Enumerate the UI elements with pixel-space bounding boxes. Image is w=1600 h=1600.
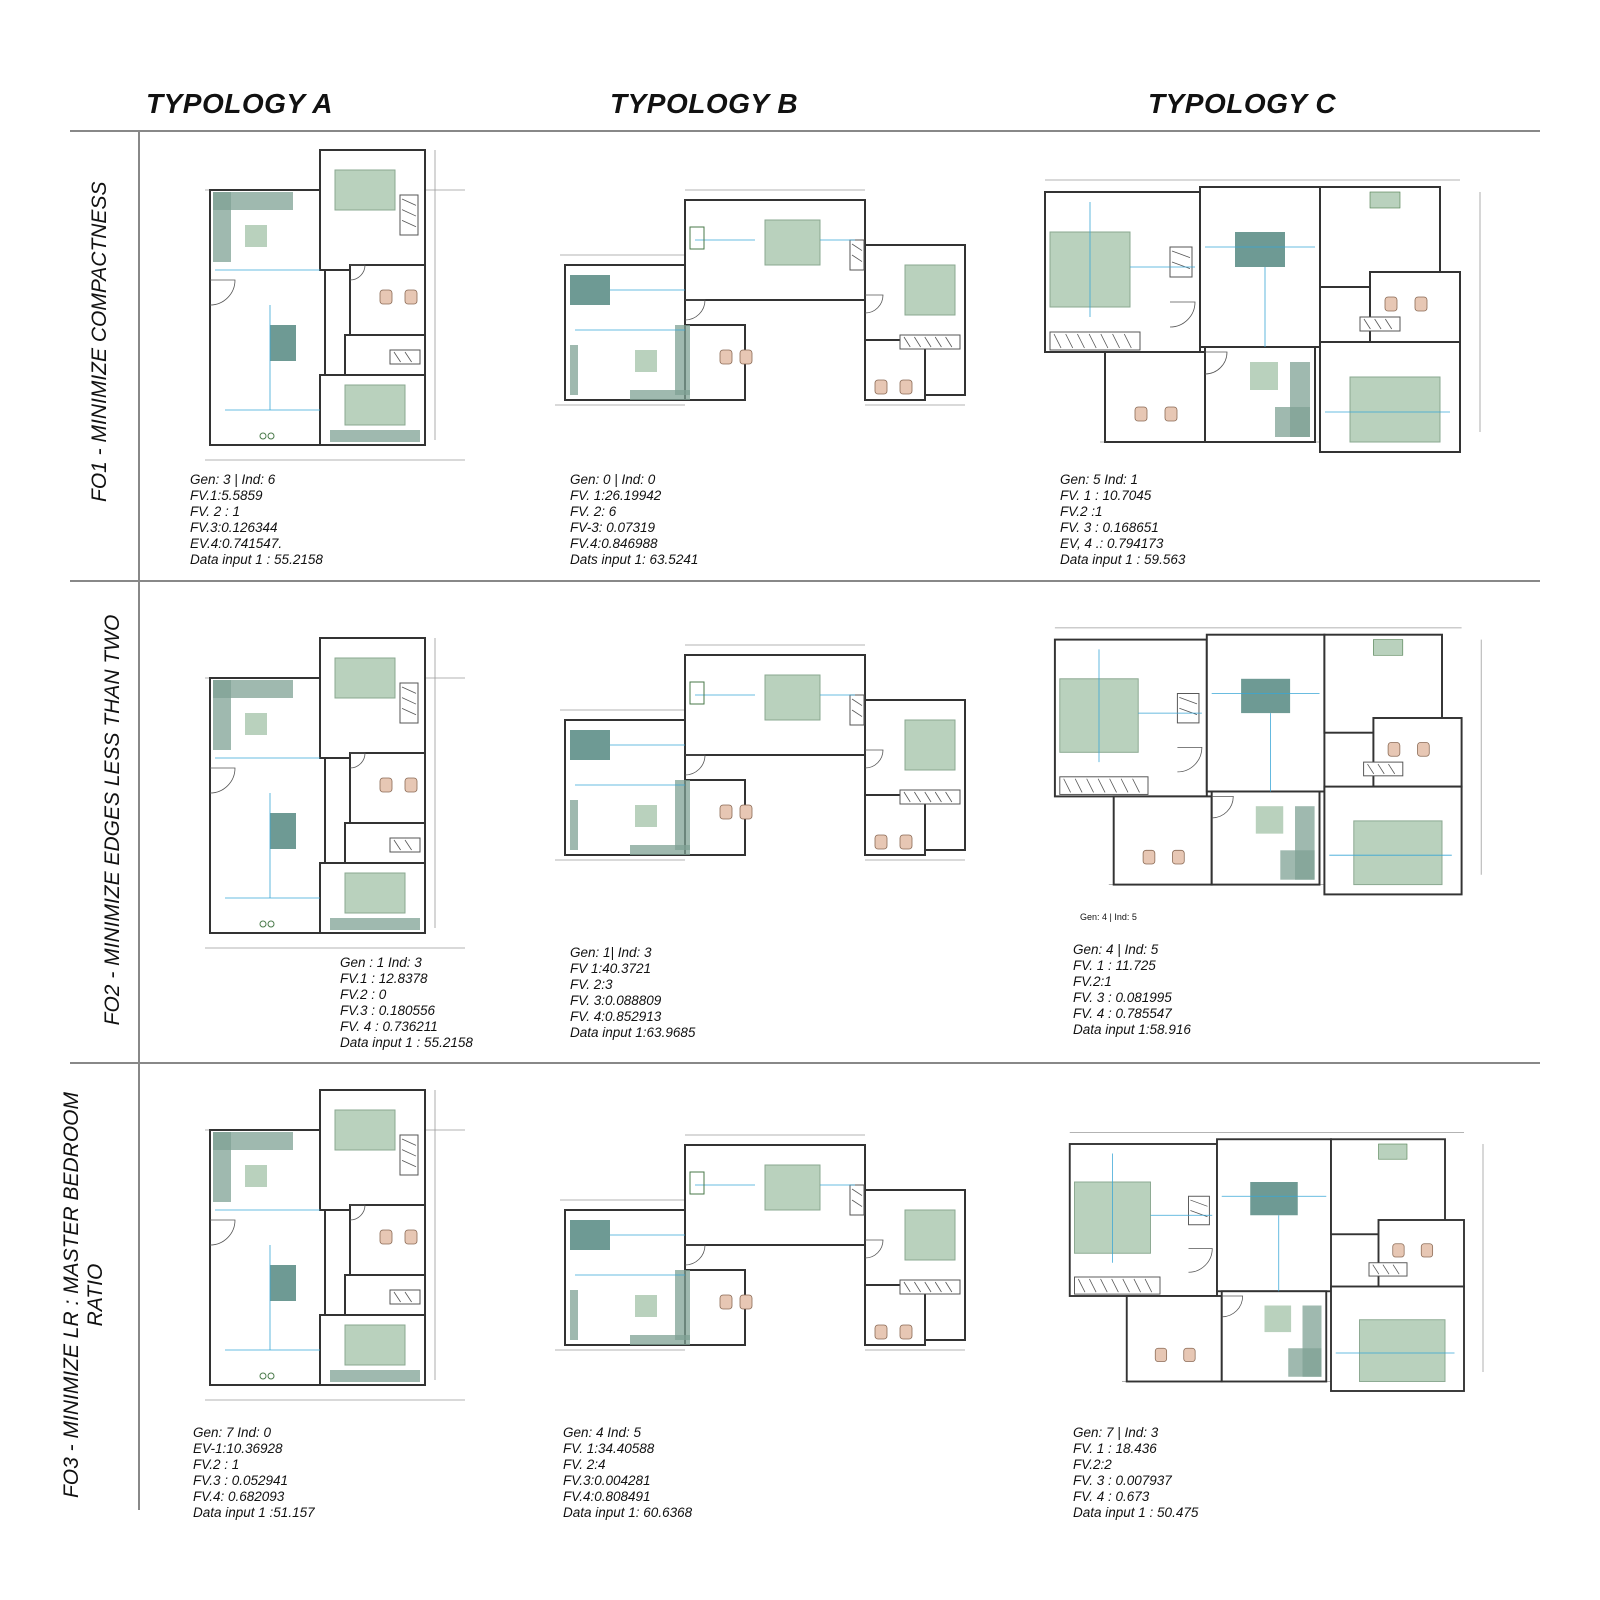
rug <box>245 713 267 735</box>
plan-group <box>205 638 465 948</box>
row-header-fo3-text: FO3 - MINIMIZE LR : MASTER BEDROOM RATIO <box>60 1091 107 1499</box>
fitness-line: EV, 4 .: 0.794173 <box>1060 536 1164 551</box>
row-header-fo1: FO1 - MINIMIZE COMPACTNESS <box>88 181 111 502</box>
fitness-line: FV.2 : 0 <box>340 987 387 1002</box>
sofa <box>1303 1306 1322 1377</box>
floor-plan <box>185 140 475 470</box>
rug <box>1265 1306 1292 1333</box>
toilet <box>405 778 417 792</box>
cooktop <box>1379 1144 1408 1159</box>
fitness-values <box>193 1425 315 1521</box>
toilet <box>875 835 887 849</box>
cooktop <box>1373 640 1402 656</box>
fitness-values <box>570 945 695 1041</box>
sofa <box>213 680 231 750</box>
plan-group <box>205 1090 465 1400</box>
toilet <box>405 290 417 304</box>
toilet <box>1173 850 1185 864</box>
fitness-values <box>190 472 323 568</box>
fitness-line: FV.2:1 <box>1073 974 1112 989</box>
floor-plan <box>1065 1125 1540 1415</box>
rug <box>635 805 657 827</box>
toilet <box>900 1325 912 1339</box>
toilet <box>1165 407 1177 421</box>
room-wall <box>685 780 745 855</box>
fitness-line: FV. 1 : 18.436 <box>1073 1441 1157 1456</box>
sofa <box>570 345 578 395</box>
floor-plan <box>1040 172 1540 467</box>
door-swing <box>685 1245 705 1265</box>
dining-table <box>270 1265 296 1301</box>
room-wall <box>1105 352 1205 442</box>
dining-table <box>270 325 296 361</box>
row-label-divider <box>138 130 140 1510</box>
fitness-line: Gen: 3 | Ind: 6 <box>190 472 276 487</box>
fitness-line: FV.3 : 0.052941 <box>193 1473 289 1488</box>
column-header-typology-c: TYPOLOGY C <box>1148 88 1337 119</box>
fitness-line: FV.4:0.808491 <box>563 1489 651 1504</box>
bed <box>765 1165 820 1210</box>
toilet <box>740 1295 752 1309</box>
fitness-line: FV. 1:26.19942 <box>570 488 662 503</box>
fitness-values <box>1060 472 1185 568</box>
plan-group <box>555 1135 965 1350</box>
sofa <box>1295 806 1315 880</box>
sofa <box>570 1290 578 1340</box>
fitness-line: Data input 1 : 50.475 <box>1073 1505 1199 1520</box>
bed <box>905 1210 955 1260</box>
fitness-line: FV. 4 : 0.736211 <box>340 1019 438 1034</box>
plan-group <box>1070 1133 1483 1391</box>
toilet <box>740 350 752 364</box>
fitness-line: EV-1:10.36928 <box>193 1441 283 1456</box>
fitness-line: Data input 1:63.9685 <box>570 1025 696 1040</box>
fitness-values <box>563 1425 692 1521</box>
toilet <box>1135 407 1147 421</box>
plan-group <box>1045 180 1480 452</box>
wardrobe <box>400 1135 418 1175</box>
rug <box>1250 362 1278 390</box>
toilet <box>900 380 912 394</box>
plan-group <box>205 150 465 460</box>
fitness-line: Data input 1 : 55.2158 <box>340 1035 473 1050</box>
fitness-line: FV.4:0.846988 <box>570 536 658 551</box>
fitness-line: FV.2 :1 <box>1060 504 1103 519</box>
bed <box>765 675 820 720</box>
bed <box>345 385 405 425</box>
fitness-values <box>340 955 473 1051</box>
floor-plan <box>555 185 995 425</box>
door-swing <box>685 755 705 775</box>
in-plan-label: Gen: 4 | Ind: 5 <box>1080 912 1137 922</box>
row-divider-1 <box>70 580 1540 582</box>
fitness-line: FV.1:5.5859 <box>190 488 263 503</box>
header-divider <box>70 130 1540 132</box>
bed <box>905 720 955 770</box>
sofa <box>1290 362 1310 437</box>
fitness-line: FV.2:2 <box>1073 1457 1112 1472</box>
rug <box>1256 806 1283 833</box>
floor-plan <box>555 640 995 920</box>
fitness-line: FV. 1:34.40588 <box>563 1441 655 1456</box>
wardrobe <box>400 683 418 723</box>
room-wall <box>685 325 745 400</box>
fitness-line: FV.3:0.126344 <box>190 520 278 535</box>
sofa <box>213 1132 231 1202</box>
toilet <box>900 835 912 849</box>
fitness-line: Gen: 7 Ind: 0 <box>193 1425 272 1440</box>
bed <box>335 658 395 698</box>
bed <box>1360 1320 1446 1382</box>
fitness-line: FV.1 : 12.8378 <box>340 971 428 986</box>
fitness-line: FV-3: 0.07319 <box>570 520 656 535</box>
wardrobe <box>900 1280 960 1294</box>
fitness-line: FV. 4 : 0.673 <box>1073 1489 1150 1504</box>
fitness-line: FV. 2: 6 <box>570 504 617 519</box>
fitness-line: Gen: 0 | Ind: 0 <box>570 472 656 487</box>
toilet <box>380 778 392 792</box>
toilet <box>1415 297 1427 311</box>
wardrobe <box>1060 777 1148 795</box>
wardrobe <box>1075 1277 1161 1294</box>
toilet <box>1184 1348 1195 1361</box>
sofa <box>675 780 690 850</box>
wardrobe <box>400 195 418 235</box>
bed <box>765 220 820 265</box>
toilet <box>720 350 732 364</box>
fitness-line: FV. 3:0.088809 <box>570 993 662 1008</box>
fitness-line: EV.4:0.741547. <box>190 536 283 551</box>
toilet <box>1385 297 1397 311</box>
cooktop <box>1370 192 1400 208</box>
fitness-line: FV.3:0.004281 <box>563 1473 651 1488</box>
fitness-line: Gen : 1 Ind: 3 <box>340 955 422 970</box>
fitness-line: Data input 1: 60.6368 <box>563 1505 693 1520</box>
plan-group <box>555 645 965 860</box>
toilet <box>720 805 732 819</box>
sofa <box>330 918 420 930</box>
toilet <box>740 805 752 819</box>
fitness-line: FV. 4:0.852913 <box>570 1009 662 1024</box>
rug <box>245 225 267 247</box>
sofa <box>570 800 578 850</box>
toilet <box>875 380 887 394</box>
toilet <box>380 1230 392 1244</box>
bed <box>335 1110 395 1150</box>
bed <box>1354 821 1442 885</box>
wardrobe <box>1369 1263 1407 1276</box>
toilet <box>1143 850 1155 864</box>
wardrobe <box>1360 317 1400 331</box>
sofa <box>675 325 690 395</box>
bed <box>905 265 955 315</box>
floor-plan <box>185 1080 475 1425</box>
fitness-line: Data input 1 : 55.2158 <box>190 552 323 567</box>
fitness-line: FV. 2:4 <box>563 1457 606 1472</box>
floor-plan <box>185 628 475 988</box>
sofa <box>675 1270 690 1340</box>
fitness-line: FV. 2:3 <box>570 977 613 992</box>
fitness-line: Gen: 7 | Ind: 3 <box>1073 1425 1159 1440</box>
rug <box>245 1165 267 1187</box>
rug <box>635 350 657 372</box>
fitness-values <box>570 472 698 568</box>
bed <box>335 170 395 210</box>
dining-table <box>1241 679 1290 713</box>
dining-table <box>270 813 296 849</box>
sofa <box>330 430 420 442</box>
plan-group <box>1055 628 1481 895</box>
fitness-line: Data input 1:58.916 <box>1073 1022 1191 1037</box>
dining-table <box>1235 232 1285 267</box>
floor-plan <box>555 1130 995 1420</box>
toilet <box>1393 1244 1404 1257</box>
wardrobe <box>1364 762 1403 776</box>
fitness-line: FV. 3 : 0.081995 <box>1073 990 1172 1005</box>
dining-table <box>570 730 610 760</box>
bed <box>345 873 405 913</box>
floor-plan <box>1050 620 1540 920</box>
fitness-line: FV.2 : 1 <box>193 1457 240 1472</box>
plan-group <box>555 190 965 405</box>
sofa <box>213 192 231 262</box>
wardrobe <box>900 335 960 349</box>
fitness-line: FV. 4 : 0.785547 <box>1073 1006 1172 1021</box>
fitness-line: Gen: 1| Ind: 3 <box>570 945 652 960</box>
dining-table <box>570 1220 610 1250</box>
toilet <box>380 290 392 304</box>
row-header-fo3 <box>60 1060 110 1530</box>
toilet <box>1418 743 1430 757</box>
fitness-line: FV. 3 : 0.007937 <box>1073 1473 1172 1488</box>
fitness-line: FV. 1 : 10.7045 <box>1060 488 1152 503</box>
fitness-line: Data input 1 : 59.563 <box>1060 552 1186 567</box>
fitness-line: Gen: 4 | Ind: 5 <box>1073 942 1159 957</box>
dining-table <box>570 275 610 305</box>
room-wall <box>1114 796 1212 884</box>
column-header-typology-b: TYPOLOGY B <box>610 88 799 119</box>
wardrobe <box>1050 332 1140 350</box>
wardrobe <box>900 790 960 804</box>
room-wall <box>685 1270 745 1345</box>
fitness-values <box>1073 1425 1198 1521</box>
fitness-line: Dats input 1: 63.5241 <box>570 552 699 567</box>
fitness-line: FV 1:40.3721 <box>570 961 652 976</box>
rug <box>635 1295 657 1317</box>
row-header-fo2: FO2 - MINIMIZE EDGES LESS THAN TWO <box>101 614 124 1026</box>
toilet <box>875 1325 887 1339</box>
fitness-line: Data input 1 :51.157 <box>193 1505 315 1520</box>
column-header-typology-a: TYPOLOGY A <box>146 88 334 119</box>
bed <box>1350 377 1440 442</box>
fitness-line: FV. 1 : 11.725 <box>1073 958 1156 973</box>
toilet <box>1388 743 1400 757</box>
room-wall <box>1127 1296 1222 1382</box>
toilet <box>720 1295 732 1309</box>
fitness-line: Gen: 4 Ind: 5 <box>563 1425 642 1440</box>
fitness-line: FV.3 : 0.180556 <box>340 1003 436 1018</box>
toilet <box>1155 1348 1166 1361</box>
fitness-line: FV. 3 : 0.168651 <box>1060 520 1159 535</box>
toilet <box>1421 1244 1432 1257</box>
fitness-line: FV. 2 : 1 <box>190 504 241 519</box>
dining-table <box>1250 1182 1298 1215</box>
door-swing <box>685 300 705 320</box>
bed <box>345 1325 405 1365</box>
toilet <box>405 1230 417 1244</box>
sofa <box>330 1370 420 1382</box>
fitness-line: FV.4: 0.682093 <box>193 1489 285 1504</box>
fitness-values <box>1073 942 1191 1038</box>
fitness-line: Gen: 5 Ind: 1 <box>1060 472 1139 487</box>
row-divider-2 <box>70 1062 1540 1064</box>
